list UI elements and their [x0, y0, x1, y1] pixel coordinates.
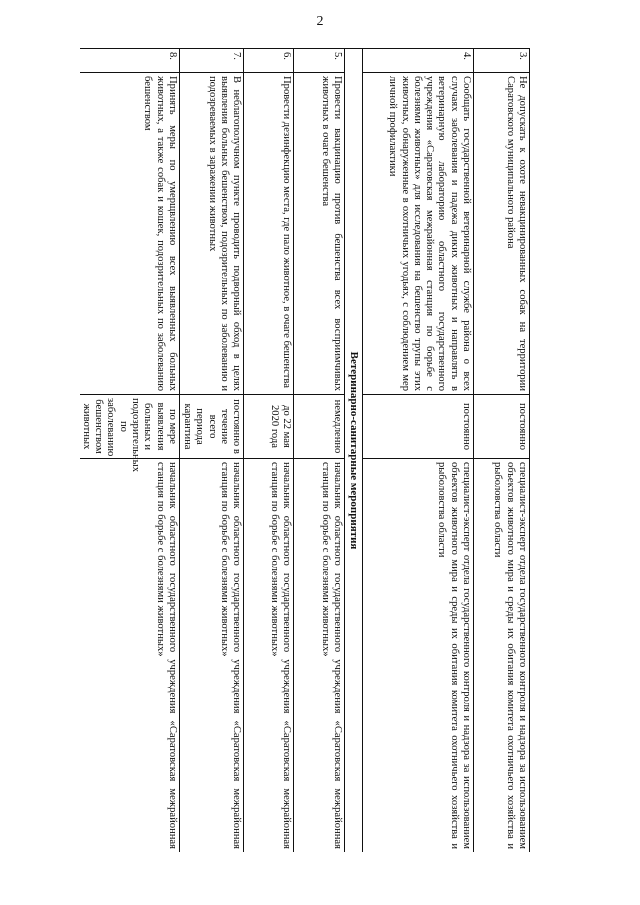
section-title: Ветеринарно-санитарные мероприятия: [345, 49, 363, 853]
measure-description: Не допускать к охоте невакцинированных собак на территории Саратовского муниципального района: [474, 73, 530, 395]
measure-responsible: начальник областного государственного учреждения «Саратовская межрайонная станция по борьбе с болезнями животных»: [294, 459, 345, 853]
measure-description: Сообщать государственной ветеринарной службе района о всех случаях заболевания и падежа диких животных и направлять в ветеринарную лабораторию областного государственного учреждения «Саратовская межрайонная станция по борьбе с болезнями животных» для исследования на бешенство трупы этих животных, обнаруженные в охотничьих угодьях, с соблюдением мер личной профилактики: [363, 73, 474, 395]
row-number: 5.: [294, 49, 345, 73]
row-number: 7.: [179, 49, 243, 73]
row-number: 3.: [474, 49, 530, 73]
rotated-content: [80, 48, 530, 852]
measure-description: Принять меры по умерщвлению всех выявленных больных животных, а также собак и кошек, подозрительных по заболеванию бешенством: [80, 73, 179, 395]
measure-description: Провести дезинфекцию места, где пало животное, в очаге бешенства: [244, 73, 294, 395]
rotated-table-frame: [80, 48, 530, 852]
measure-responsible: начальник областного государственного учреждения «Саратовская межрайонная станция по борьбе с болезнями животных»: [80, 459, 179, 853]
measure-deadline: по мере выявления больных и подозрительных по заболеванию бешенством животных: [80, 395, 179, 459]
measure-deadline: постоянно: [474, 395, 530, 459]
measure-description: В неблагополучном пункте проводить подворный обход в целях выявления больных бешенством, подозрительных по заболеванию и подозреваемых в заражении животных: [179, 73, 243, 395]
table-row: [179, 49, 243, 853]
measure-responsible: специалист-эксперт отдела государственного контроля и надзора за использованием объектов животного мира и среды их обитания комитета охотничьего хозяйства и рыболовства области: [474, 459, 530, 853]
measures-table: [80, 48, 530, 852]
table-row: [474, 49, 530, 853]
row-number: 6.: [244, 49, 294, 73]
row-number: 4.: [363, 49, 474, 73]
section-header-row: [345, 49, 363, 853]
measure-description: Провести вакцинацию против бешенства всех восприимчивых животных в очаге бешенства: [294, 73, 345, 395]
measure-deadline: до 22 мая 2020 года: [244, 395, 294, 459]
measure-deadline: немедленно: [294, 395, 345, 459]
row-number: 8.: [80, 49, 179, 73]
measure-responsible: начальник областного государственного учреждения «Саратовская межрайонная станция по борьбе с болезнями животных»: [179, 459, 243, 853]
table-row: [244, 49, 294, 853]
measure-responsible: специалист-эксперт отдела государственного контроля и надзора за использованием объектов животного мира и среды их обитания комитета охотничьего хозяйства и рыболовства области: [363, 459, 474, 853]
measure-responsible: начальник областного государственного учреждения «Саратовская межрайонная станция по борьбе с болезнями животных»: [244, 459, 294, 853]
page-number: 2: [316, 14, 324, 29]
measure-deadline: постоянно в течение всего периода карантина: [179, 395, 243, 459]
table-row: [294, 49, 345, 853]
table-row: [363, 49, 474, 853]
measure-deadline: постоянно: [363, 395, 474, 459]
table-row: [80, 49, 179, 853]
